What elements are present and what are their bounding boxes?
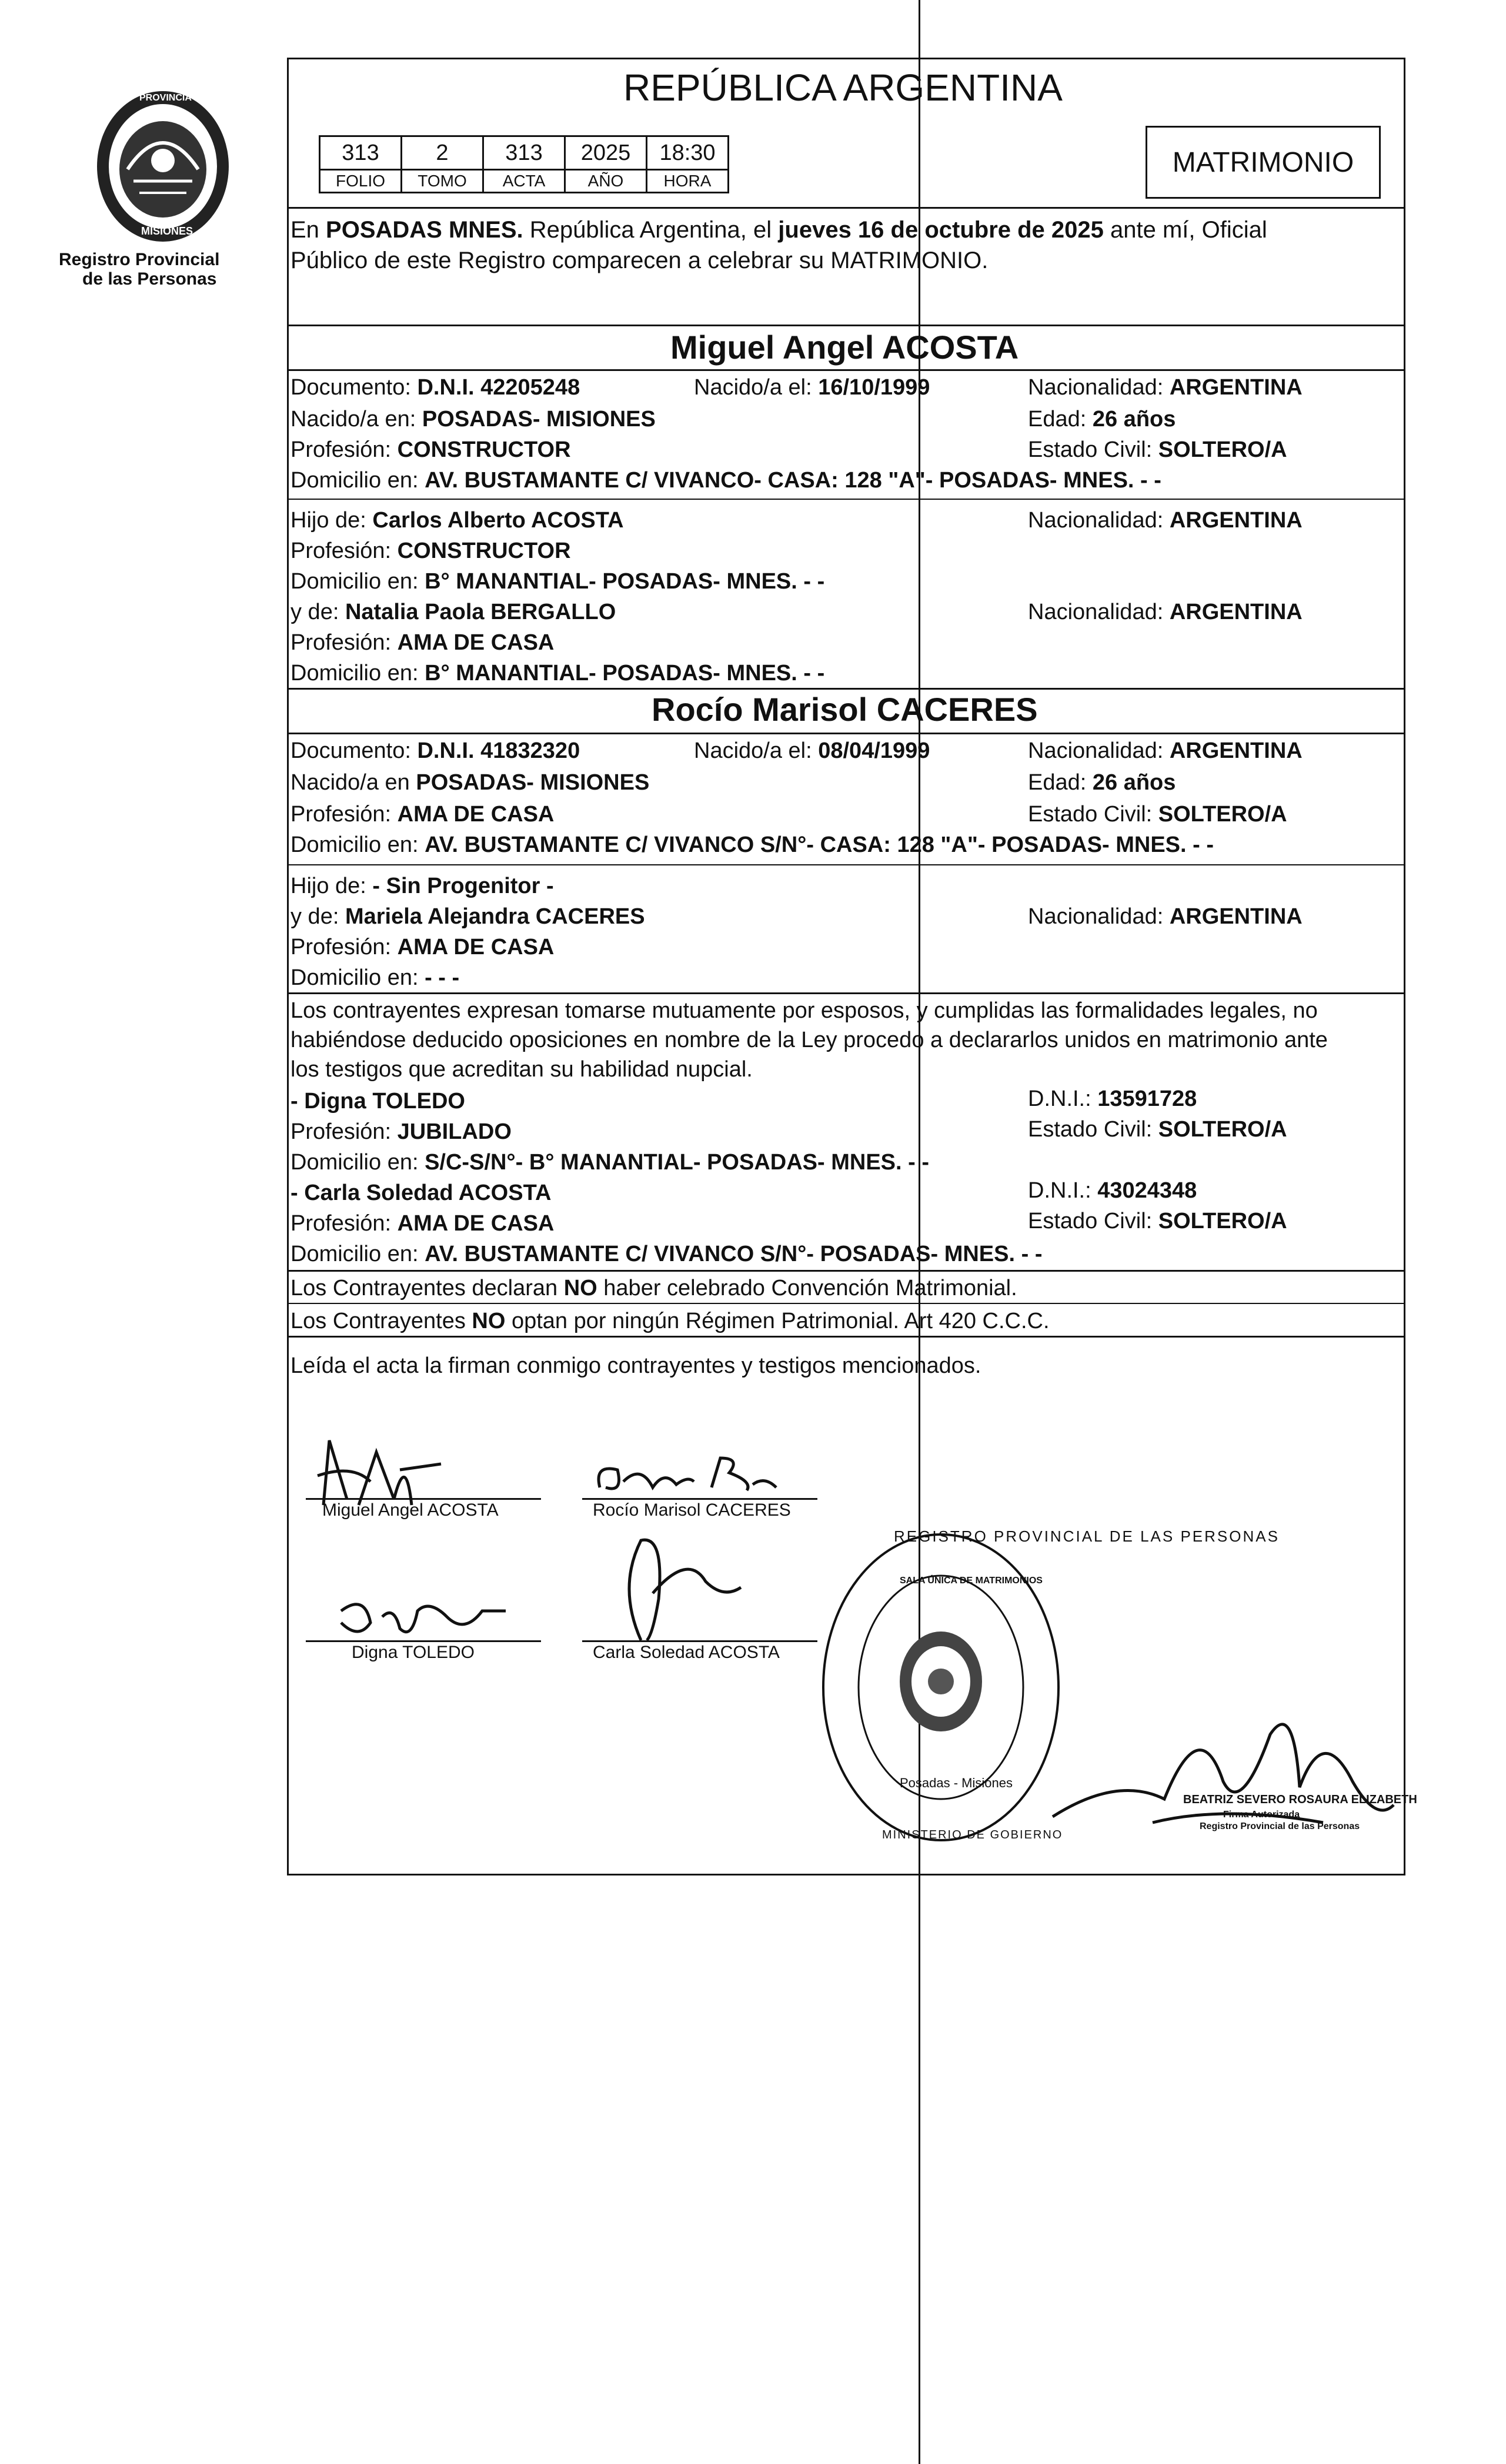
groom-mother-nationality: Nacionalidad: ARGENTINA	[1028, 600, 1303, 624]
divider	[287, 207, 1405, 209]
witness-1-profession: Profesión: JUBILADO	[290, 1119, 512, 1144]
bride-birthdate: Nacido/a el: 08/04/1999	[694, 738, 930, 763]
groom-father: Hijo de: Carlos Alberto ACOSTA	[290, 508, 624, 533]
declaration-line-2: habiéndose deducido oposiciones en nombre de la Ley procedo a declararlos unidos en matrimonio ante	[290, 1028, 1328, 1052]
groom-birthdate: Nacido/a el: 16/10/1999	[694, 375, 930, 400]
bride-mother: y de: Mariela Alejandra CACERES	[290, 904, 645, 929]
witness-2-dni: D.N.I.: 43024348	[1028, 1178, 1197, 1203]
officer-line-2: Firma Autorizada	[1223, 1810, 1300, 1820]
hour-value: 18:30	[647, 136, 729, 170]
hour-label: HORA	[647, 170, 729, 193]
divider	[287, 864, 1405, 865]
bride-profession: Profesión: AMA DE CASA	[290, 802, 555, 827]
witness-1-signature-line	[306, 1640, 541, 1642]
acta-label: ACTA	[483, 170, 565, 193]
acta-value: 313	[483, 136, 565, 170]
year-value: 2025	[565, 136, 647, 170]
bride-father: Hijo de: - Sin Progenitor -	[290, 874, 554, 898]
officer-name: BEATRIZ SEVERO ROSAURA ELIZABETH	[1183, 1793, 1417, 1806]
groom-age: Edad: 26 años	[1028, 407, 1176, 432]
folio-value: 313	[320, 136, 402, 170]
groom-father-profession: Profesión: CONSTRUCTOR	[290, 539, 571, 563]
logo-bottom-text: MISIONES	[141, 225, 193, 237]
groom-civil-status: Estado Civil: SOLTERO/A	[1028, 437, 1287, 462]
bride-age: Edad: 26 años	[1028, 770, 1176, 795]
bride-document: Documento: D.N.I. 41832320	[290, 738, 580, 763]
logo-caption-1: Registro Provincial	[59, 250, 220, 269]
groom-document: Documento: D.N.I. 42205248	[290, 375, 580, 400]
registry-table	[319, 135, 729, 193]
witness-2-address: Domicilio en: AV. BUSTAMANTE C/ VIVANCO S/N°- POSADAS- MNES. - -	[290, 1242, 1043, 1266]
bride-name: Rocío Marisol CACERES	[652, 691, 1038, 728]
witness-2-signature-line	[582, 1640, 817, 1642]
bride-signature-line	[582, 1498, 817, 1500]
witness-2-signature-label: Carla Soledad ACOSTA	[593, 1643, 780, 1662]
groom-father-nationality: Nacionalidad: ARGENTINA	[1028, 508, 1303, 533]
witness-2-signature-scribble	[606, 1529, 747, 1646]
divider	[287, 1303, 1405, 1304]
stamp-seal-icon	[812, 1523, 1070, 1852]
groom-father-address: Domicilio en: B° MANANTIAL- POSADAS- MNES. - -	[290, 569, 825, 594]
groom-birthplace: Nacido/a en: POSADAS- MISIONES	[290, 407, 656, 432]
logo-top-text: PROVINCIA DE	[139, 93, 207, 103]
convention-line-1: Los Contrayentes declaran NO haber celebrado Convención Matrimonial.	[290, 1276, 1017, 1300]
declaration-line-3: los testigos que acreditan su habilidad nupcial.	[290, 1057, 753, 1082]
logo-caption-2: de las Personas	[82, 269, 217, 289]
divider	[287, 688, 1405, 690]
intro-line-2: Público de este Registro comparecen a celebrar su MATRIMONIO.	[290, 248, 989, 273]
folio-label: FOLIO	[320, 170, 402, 193]
divider	[287, 1270, 1405, 1272]
witness-1-dni: D.N.I.: 13591728	[1028, 1086, 1197, 1111]
bride-signature-label: Rocío Marisol CACERES	[593, 1500, 791, 1520]
divider	[287, 1336, 1405, 1338]
year-label: AÑO	[565, 170, 647, 193]
groom-mother-address: Domicilio en: B° MANANTIAL- POSADAS- MNES. - -	[290, 661, 825, 686]
bride-nationality: Nacionalidad: ARGENTINA	[1028, 738, 1303, 763]
witness-2-civil-status: Estado Civil: SOLTERO/A	[1028, 1209, 1287, 1233]
witness-1-civil-status: Estado Civil: SOLTERO/A	[1028, 1117, 1287, 1142]
witness-2-name: - Carla Soledad ACOSTA	[290, 1181, 552, 1205]
divider	[287, 733, 1405, 734]
convention-line-2: Los Contrayentes NO optan por ningún Régimen Patrimonial. Art 420 C.C.C.	[290, 1309, 1050, 1333]
witness-1-signature-label: Digna TOLEDO	[352, 1643, 475, 1662]
act-type-box: MATRIMONIO	[1146, 126, 1381, 199]
groom-mother: y de: Natalia Paola BERGALLO	[290, 600, 616, 624]
tomo-value: 2	[402, 136, 483, 170]
stamp-bottom-text: MINISTERIO DE GOBIERNO	[882, 1828, 1063, 1841]
bride-mother-nationality: Nacionalidad: ARGENTINA	[1028, 904, 1303, 929]
groom-profession: Profesión: CONSTRUCTOR	[290, 437, 571, 462]
witness-1-name: - Digna TOLEDO	[290, 1089, 465, 1114]
bride-mother-address: Domicilio en: - - -	[290, 965, 460, 990]
officer-line-3: Registro Provincial de las Personas	[1200, 1821, 1360, 1831]
divider	[287, 369, 1405, 371]
stamp-inner-text: SALA ÚNICA DE MATRIMONIOS	[900, 1576, 1043, 1586]
stamp-outer-text: REGISTRO PROVINCIAL DE LAS PERSONAS	[894, 1527, 1280, 1545]
stamp-city: Posadas - Misiones	[900, 1776, 1013, 1790]
bride-signature-scribble	[588, 1446, 788, 1505]
groom-nationality: Nacionalidad: ARGENTINA	[1028, 375, 1303, 400]
divider	[287, 992, 1405, 994]
groom-address: Domicilio en: AV. BUSTAMANTE C/ VIVANCO- CASA: 128 "A"- POSADAS- MNES. - -	[290, 468, 1161, 493]
groom-name: Miguel Angel ACOSTA	[670, 329, 1019, 366]
groom-mother-profession: Profesión: AMA DE CASA	[290, 630, 555, 655]
closing-text: Leída el acta la firman conmigo contrayentes y testigos mencionados.	[290, 1353, 981, 1378]
bride-address: Domicilio en: AV. BUSTAMANTE C/ VIVANCO S/N°- CASA: 128 "A"- POSADAS- MNES. - -	[290, 833, 1214, 857]
intro-line-1: En POSADAS MNES. República Argentina, el jueves 16 de octubre de 2025 ante mí, Oficial	[290, 217, 1267, 243]
tomo-label: TOMO	[402, 170, 483, 193]
declaration-line-1: Los contrayentes expresan tomarse mutuamente por esposos, y cumplidas las formalidades legales, no	[290, 998, 1318, 1023]
bride-birthplace: Nacido/a en POSADAS- MISIONES	[290, 770, 650, 795]
document-title: REPÚBLICA ARGENTINA	[623, 66, 1063, 109]
divider	[287, 325, 1405, 326]
bride-civil-status: Estado Civil: SOLTERO/A	[1028, 802, 1287, 827]
province-logo	[84, 81, 242, 252]
bride-mother-profession: Profesión: AMA DE CASA	[290, 935, 555, 959]
witness-2-profession: Profesión: AMA DE CASA	[290, 1211, 555, 1236]
groom-signature-line	[306, 1498, 541, 1500]
witness-1-address: Domicilio en: S/C-S/N°- B° MANANTIAL- POSADAS- MNES. - -	[290, 1150, 929, 1175]
groom-signature-label: Miguel Angel ACOSTA	[322, 1500, 499, 1520]
divider	[287, 499, 1405, 500]
